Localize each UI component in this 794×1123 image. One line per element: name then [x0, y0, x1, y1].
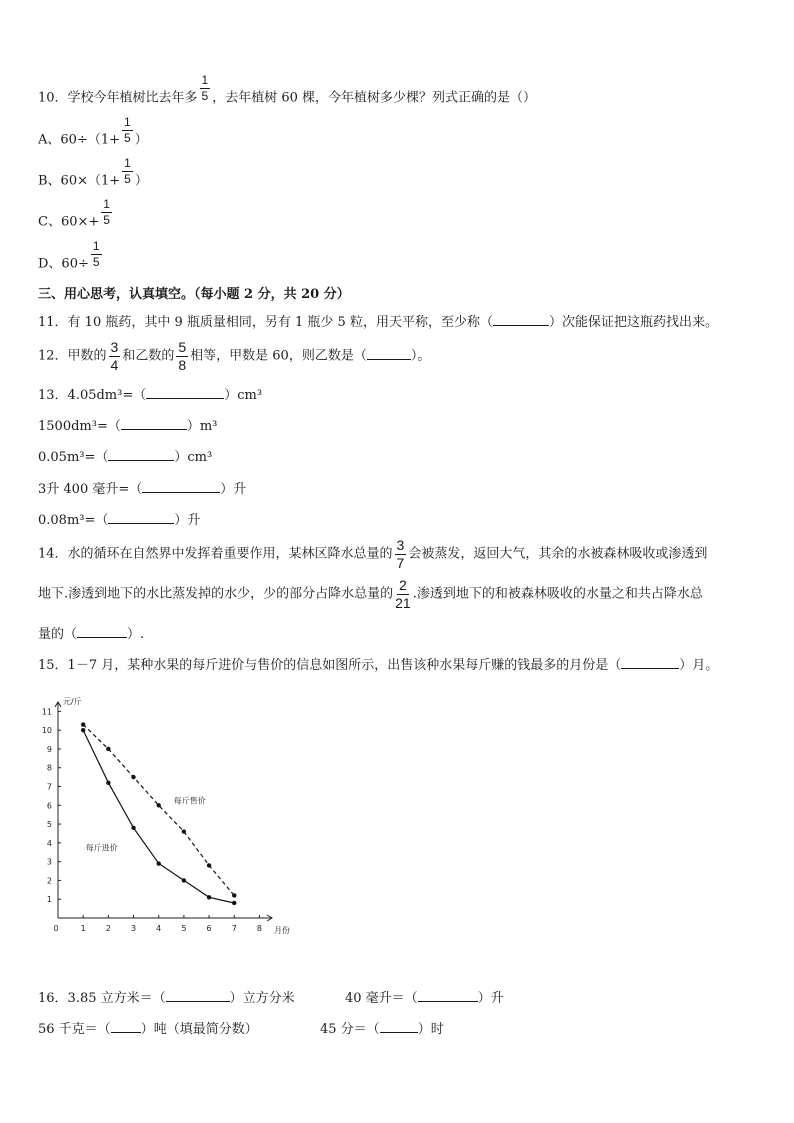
- q10-prefix: 10．学校今年植树比去年多: [38, 90, 198, 106]
- x-tick-label: 6: [206, 924, 212, 933]
- x-tick-label: 0: [53, 924, 59, 933]
- data-point: [207, 895, 211, 899]
- q16-line-2b: 45 分＝（ ）时: [320, 1022, 444, 1037]
- answer-blank[interactable]: [111, 1021, 141, 1033]
- data-point: [232, 901, 236, 905]
- answer-blank[interactable]: [418, 990, 478, 1002]
- q14-line-3: 量的（ ）.: [38, 627, 145, 642]
- q14-line-2: 地下.渗透到地下的水比蒸发掉的水少，少的部分占降水总量的 $\frac{2}{21}$ .渗透到地下的和被森林吸收的水量之和共占降水总: [38, 577, 703, 611]
- q10-option-b[interactable]: B、60×（1+ $\frac{1}{5}$ ）: [38, 156, 148, 189]
- data-point: [232, 893, 236, 897]
- data-point: [131, 775, 135, 779]
- option-a-fraction: $\frac{1}{5}$: [124, 115, 131, 145]
- q10-option-d[interactable]: D、60÷ $\frac{1}{5}$: [38, 239, 100, 272]
- x-tick-label: 4: [156, 924, 162, 933]
- y-tick-label: 7: [46, 782, 52, 792]
- answer-blank[interactable]: [108, 512, 174, 524]
- y-axis-label: 元/斤: [63, 697, 82, 706]
- price-chart: [38, 694, 298, 944]
- answer-blank[interactable]: [166, 990, 230, 1002]
- answer-blank[interactable]: [77, 626, 127, 638]
- answer-blank[interactable]: [146, 387, 224, 399]
- option-c-fraction: $\frac{1}{5}$: [103, 197, 110, 227]
- q13-row: 0.08m³=（ ）升: [38, 513, 201, 528]
- data-point: [106, 747, 110, 751]
- q14-fraction-2: $\frac{2}{21}$: [395, 577, 411, 611]
- x-tick-label: 2: [105, 924, 111, 933]
- answer-blank[interactable]: [380, 1021, 418, 1033]
- q14-fraction-1: $\frac{3}{7}$: [396, 537, 405, 571]
- q15: 15．1－7 月，某种水果的每斤进价与售价的信息如图所示，出售该种水果每斤赚的钱最多的月份是（ ）月。: [38, 658, 719, 673]
- y-tick-label: 6: [46, 801, 52, 811]
- x-tick-label: 3: [130, 924, 137, 933]
- series-label-sell-price: 每斤售价: [173, 796, 206, 806]
- data-point: [207, 863, 211, 867]
- answer-blank[interactable]: [493, 314, 549, 326]
- q13-row: 3升 400 毫升=（ ）升: [38, 482, 247, 497]
- q10-suffix: ，去年植树 60 棵，今年植树多少棵？列式正确的是（）: [212, 90, 537, 106]
- y-tick-label: 8: [46, 763, 52, 773]
- data-point: [81, 728, 85, 732]
- answer-blank[interactable]: [142, 481, 220, 493]
- y-tick-label: 2: [46, 876, 52, 886]
- data-point: [182, 878, 186, 882]
- data-point: [81, 722, 85, 726]
- x-tick-label: 5: [181, 924, 187, 933]
- answer-blank[interactable]: [621, 657, 679, 669]
- q16-line-1: 16．3.85 立方米＝（ ）立方分米: [38, 991, 295, 1006]
- series-label-cost-price: 每斤进价: [85, 843, 118, 853]
- q13-row: 0.05m³=（ ）cm³: [38, 450, 213, 465]
- q13-row: 1500dm³=（ ）m³: [38, 419, 218, 434]
- answer-blank[interactable]: [367, 348, 411, 360]
- price-chart-svg: [38, 694, 298, 944]
- q10-option-c[interactable]: C、60×+ $\frac{1}{5}$: [38, 197, 110, 230]
- x-tick-label: 1: [80, 924, 86, 933]
- option-b-fraction: $\frac{1}{5}$: [124, 156, 131, 186]
- data-point: [131, 826, 135, 830]
- q10-stem: [38, 73, 537, 112]
- answer-blank[interactable]: [121, 418, 187, 430]
- answer-blank[interactable]: [108, 449, 174, 461]
- q12: 12．甲数的 $\frac{3}{4}$ 和乙数的 $\frac{5}{8}$ 相等，甲数是 60，则乙数是（ ）。: [38, 339, 431, 373]
- y-tick-label: 5: [46, 820, 52, 830]
- q14-line-1: 14．水的循环在自然界中发挥着重要作用，某林区降水总量的 $\frac{3}{7}$ 会被蒸发，返回大气，其余的水被森林吸收或渗透到: [38, 537, 708, 571]
- q12-fraction-2: $\frac{5}{8}$: [178, 339, 187, 373]
- q13-row: 13．4.05dm³=（ ）cm³: [38, 388, 263, 403]
- q12-fraction-1: $\frac{3}{4}$: [110, 339, 119, 373]
- y-tick-label: 10: [41, 726, 52, 736]
- q10-option-a[interactable]: A、60÷（1+ $\frac{1}{5}$ ）: [38, 115, 148, 148]
- y-tick-label: 11: [41, 707, 52, 717]
- data-point: [106, 781, 110, 785]
- x-tick-label: 8: [256, 924, 262, 933]
- y-tick-label: 1: [46, 895, 52, 905]
- data-point: [157, 861, 161, 865]
- y-tick-label: 4: [46, 838, 52, 848]
- series-line-sell-price: [83, 725, 234, 896]
- y-tick-label: 9: [46, 744, 52, 754]
- data-point: [182, 829, 186, 833]
- q11: 11．有 10 瓶药，其中 9 瓶质量相同，另有 1 瓶少 5 粒，用天平称，至少称（ ）次能保证把这瓶药找出来。: [38, 315, 718, 330]
- q16-line-1b: 40 毫升＝（ ）升: [345, 991, 504, 1006]
- series-line-cost-price: [83, 730, 234, 903]
- data-point: [157, 803, 161, 807]
- q10-fraction: $\frac{1}{5}$: [201, 73, 209, 103]
- option-d-fraction: $\frac{1}{5}$: [92, 239, 100, 269]
- x-tick-label: 7: [231, 924, 237, 933]
- x-axis-label: 月份: [274, 926, 290, 935]
- section-heading: 三、用心思考，认真填空。（每小题 2 分，共 20 分）: [38, 287, 350, 302]
- q16-line-2: 56 千克＝（ ）吨（填最简分数）: [38, 1022, 258, 1037]
- y-tick-label: 3: [46, 857, 52, 867]
